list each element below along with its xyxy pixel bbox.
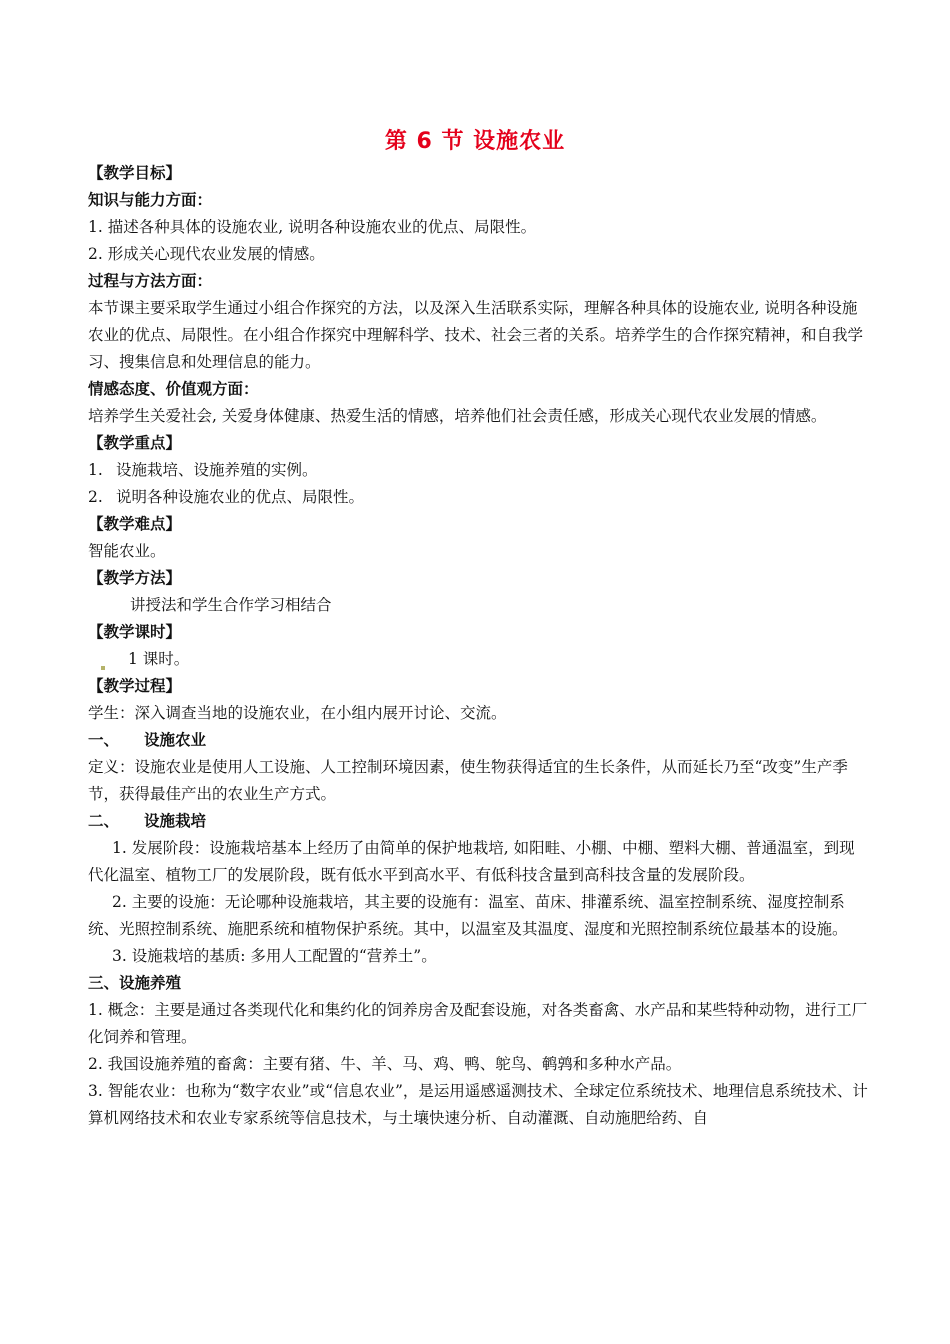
section-3-paragraph-3: 3. 智能农业：也称为“数字农业”或“信息农业”，是运用遥感遥测技术、全球定位系统技术、地理信息系统技术、计算机网络技术和农业专家系统等信息技术，与土壤快速分析、自动灌溉、自动施肥给药、自 [88, 1082, 868, 1127]
section-1-definition: 定义：设施农业是使用人工设施、人工控制环境因素，使生物获得适宜的生长条件，从而延长乃至“改变”生产季节，获得最佳产出的农业生产方式。 [88, 758, 848, 803]
section-1-heading [88, 727, 868, 754]
key-point-text: 说明各种设施农业的优点、局限性。 [116, 488, 365, 506]
section-number: 二、 [88, 812, 120, 830]
section-title: 设施农业 [144, 731, 207, 749]
attitude-paragraph: 培养学生关爱社会, 关爱身体健康、热爱生活的情感，培养他们社会责任感，形成关心现代农业发展的情感。 [88, 407, 827, 425]
document-body [88, 160, 868, 1132]
section-2-paragraph-3: 3. 设施栽培的基质: 多用人工配置的“营养土”。 [112, 947, 437, 965]
page-title: 第 6 节 设施农业 [384, 129, 566, 154]
method-heading: 【教学方法】 [88, 569, 182, 587]
key-point-number: 1. [88, 461, 103, 479]
section-number: 一、 [88, 731, 120, 749]
process-heading: 过程与方法方面： [88, 272, 213, 290]
section-2-paragraph-2: 2. 主要的设施：无论哪种设施栽培，其主要的设施有：温室、苗床、排灌系统、温室控制系统、湿度控制系统、光照控制系统、施肥系统和植物保护系统。其中，以温室及其温度、湿度和光照控制系统位最基本的设施。 [88, 893, 848, 938]
teaching-process-heading: 【教学过程】 [88, 677, 182, 695]
objectives-heading: 【教学目标】 [88, 164, 182, 182]
knowledge-item-2: 2. 形成关心现代农业发展的情感。 [88, 245, 325, 263]
hours-text: 1 课时。 [128, 650, 190, 668]
knowledge-heading: 知识与能力方面： [88, 191, 213, 209]
stray-mark-icon [101, 666, 105, 670]
section-3-paragraph-1: 1. 概念：主要是通过各类现代化和集约化的饲养房舍及配套设施，对各类畜禽、水产品和某些特种动物，进行工厂化饲养和管理。 [88, 1001, 868, 1046]
key-point-item-2 [88, 484, 868, 511]
difficulty-text: 智能农业。 [88, 542, 166, 560]
section-2-heading [88, 808, 868, 835]
method-text: 讲授法和学生合作学习相结合 [130, 596, 332, 614]
section-2-paragraph-1: 1. 发展阶段：设施栽培基本上经历了由简单的保护地栽培, 如阳畦、小棚、中棚、塑料大棚、普通温室，到现代化温室、植物工厂的发展阶段，既有低水平到高水平、有低科技含量到高科技含量的发展阶段。 [88, 839, 855, 884]
key-points-heading: 【教学重点】 [88, 434, 182, 452]
process-paragraph: 本节课主要采取学生通过小组合作探究的方法，以及深入生活联系实际，理解各种具体的设施农业, 说明各种设施农业的优点、局限性。在小组合作探究中理解科学、技术、社会三者的关系。培养学生的合作探究精神，和自我学习、搜集信息和处理信息的能力。 [88, 299, 864, 371]
hours-heading: 【教学课时】 [88, 623, 182, 641]
student-text: 学生：深入调查当地的设施农业，在小组内展开讨论、交流。 [88, 704, 507, 722]
key-point-number: 2. [88, 488, 103, 506]
key-point-text: 设施栽培、设施养殖的实例。 [116, 461, 318, 479]
knowledge-item-1: 1. 描述各种具体的设施农业, 说明各种设施农业的优点、局限性。 [88, 218, 537, 236]
attitude-heading: 情感态度、价值观方面： [88, 380, 259, 398]
difficulty-heading: 【教学难点】 [88, 515, 182, 533]
section-title: 设施栽培 [144, 812, 207, 830]
section-3-paragraph-2: 2. 我国设施养殖的畜禽：主要有猪、牛、羊、马、鸡、鸭、鸵鸟、鹌鹑和多种水产品。 [88, 1055, 682, 1073]
key-point-item-1 [88, 457, 868, 484]
hours-line [88, 646, 868, 673]
section-3-heading: 三、设施养殖 [88, 974, 182, 992]
